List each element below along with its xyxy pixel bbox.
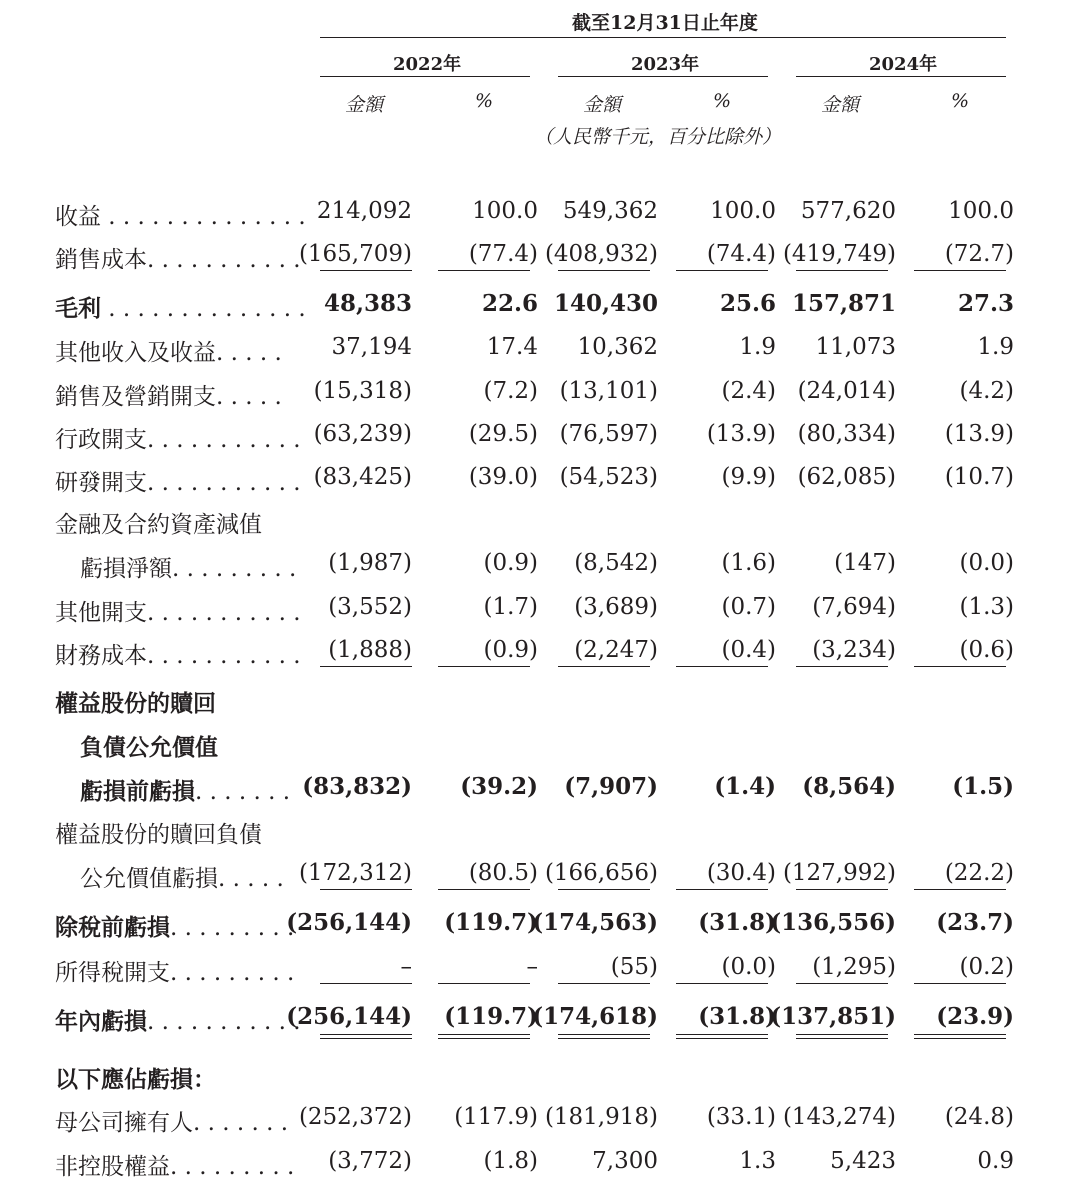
cell-owners-amount-2023: (181,918) bbox=[544, 1104, 658, 1130]
cell-finance-costs-amount-2023: (2,247) bbox=[574, 637, 658, 663]
row-label-text: 收益 bbox=[55, 204, 101, 230]
row-label-admin-expenses bbox=[55, 421, 301, 454]
row-label-text: 金融及合約資產減值 bbox=[55, 512, 262, 538]
row-label-text: 虧損前虧損 bbox=[80, 778, 195, 805]
dot-leader: . . . . . . . bbox=[195, 779, 291, 805]
subtotal-rule bbox=[676, 666, 768, 667]
row-label-text: 年內虧損 bbox=[55, 1008, 147, 1035]
amount-label-2023: 金額 bbox=[583, 94, 622, 116]
cell-nci-amount-2024: 5,423 bbox=[830, 1148, 896, 1174]
year-2023-rule bbox=[558, 76, 768, 77]
row-label-gross-profit bbox=[55, 290, 306, 323]
cell-revenue-percent-2023: 100.0 bbox=[710, 198, 776, 224]
cell-revenue-percent-2024: 100.0 bbox=[948, 198, 1014, 224]
dot-leader: . . . . . bbox=[216, 384, 282, 410]
cell-loss-before-fv-amount-2024: (8,564) bbox=[802, 773, 896, 800]
cell-loss-before-tax-amount-2023: (174,563) bbox=[532, 909, 658, 936]
cell-admin-expenses-percent-2023: (13.9) bbox=[706, 421, 776, 447]
cell-cost-of-sales-amount-2022: (165,709) bbox=[298, 241, 412, 267]
cell-cost-of-sales-percent-2023: (74.4) bbox=[706, 241, 776, 267]
cell-gross-profit-amount-2024: 157,871 bbox=[791, 290, 896, 317]
row-label-finance-costs bbox=[55, 637, 301, 670]
row-label-nci bbox=[55, 1148, 294, 1181]
dot-leader: . . . . . . . . . . . bbox=[147, 247, 301, 273]
cell-income-tax-percent-2024: (0.2) bbox=[959, 954, 1014, 980]
row-label-selling-expenses bbox=[55, 378, 282, 411]
cell-income-tax-amount-2023: (55) bbox=[610, 954, 658, 980]
cell-admin-expenses-percent-2022: (29.5) bbox=[468, 421, 538, 447]
cell-loss-before-fv-percent-2023: (1.4) bbox=[714, 773, 776, 800]
period-heading: 截至12月31日止年度 bbox=[572, 12, 758, 34]
dot-leader: . . . . . bbox=[218, 866, 284, 892]
cell-rd-expenses-percent-2023: (9.9) bbox=[721, 464, 776, 490]
cell-revenue-percent-2022: 100.0 bbox=[472, 198, 538, 224]
cell-other-expenses-amount-2023: (3,689) bbox=[574, 594, 658, 620]
subtotal-rule bbox=[796, 983, 888, 984]
cell-cost-of-sales-amount-2024: (419,749) bbox=[782, 241, 896, 267]
subtotal-rule bbox=[438, 889, 530, 890]
total-double-rule bbox=[558, 1034, 650, 1039]
subtotal-rule bbox=[320, 983, 412, 984]
cell-nci-amount-2022: (3,772) bbox=[328, 1148, 412, 1174]
row-label-text: 研發開支 bbox=[55, 470, 147, 496]
cell-finance-costs-percent-2022: (0.9) bbox=[483, 637, 538, 663]
cell-nci-percent-2023: 1.3 bbox=[739, 1148, 776, 1174]
row-label-fv-loss-line1 bbox=[55, 816, 262, 849]
row-label-text: 權益股份的贖回負債 bbox=[55, 822, 262, 848]
cell-selling-expenses-amount-2024: (24,014) bbox=[797, 378, 896, 404]
row-label-text: 毛利 bbox=[55, 295, 101, 322]
row-label-loss-before-fv bbox=[80, 773, 290, 806]
cell-loss-for-year-percent-2023: (31.8) bbox=[698, 1003, 776, 1030]
total-double-rule bbox=[676, 1034, 768, 1039]
total-double-rule bbox=[914, 1034, 1006, 1039]
row-label-text: 虧損淨額 bbox=[80, 556, 172, 582]
cell-impairment-percent-2024: (0.0) bbox=[959, 550, 1014, 576]
cell-other-income-amount-2024: 11,073 bbox=[815, 334, 896, 360]
year-2024-heading: 2024年 bbox=[869, 54, 938, 75]
subtotal-rule bbox=[438, 270, 530, 271]
subtotal-rule bbox=[558, 889, 650, 890]
total-double-rule bbox=[320, 1034, 412, 1039]
subtotal-rule bbox=[914, 666, 1006, 667]
cell-loss-before-tax-percent-2023: (31.8) bbox=[698, 909, 776, 936]
amount-label-2022: 金額 bbox=[345, 94, 384, 116]
cell-loss-before-fv-percent-2024: (1.5) bbox=[952, 773, 1014, 800]
total-double-rule bbox=[796, 1034, 888, 1039]
cell-loss-for-year-amount-2024: (137,851) bbox=[770, 1003, 896, 1030]
cell-loss-before-tax-amount-2024: (136,556) bbox=[770, 909, 896, 936]
cell-finance-costs-percent-2023: (0.4) bbox=[721, 637, 776, 663]
cell-impairment-percent-2023: (1.6) bbox=[721, 550, 776, 576]
cell-gross-profit-amount-2022: 48,383 bbox=[323, 290, 412, 317]
cell-income-tax-amount-2022: – bbox=[400, 954, 412, 980]
cell-admin-expenses-amount-2022: (63,239) bbox=[313, 421, 412, 447]
cell-loss-for-year-percent-2024: (23.9) bbox=[936, 1003, 1014, 1030]
percent-label-2023: % bbox=[713, 90, 732, 112]
cell-other-income-amount-2022: 37,194 bbox=[331, 334, 412, 360]
row-label-loss-before-tax bbox=[55, 909, 294, 942]
percent-label-2022: % bbox=[475, 90, 494, 112]
cell-gross-profit-percent-2023: 25.6 bbox=[719, 290, 776, 317]
cell-owners-percent-2023: (33.1) bbox=[706, 1104, 776, 1130]
cell-selling-expenses-amount-2022: (15,318) bbox=[313, 378, 412, 404]
cell-other-expenses-percent-2024: (1.3) bbox=[959, 594, 1014, 620]
cell-admin-expenses-percent-2024: (13.9) bbox=[944, 421, 1014, 447]
cell-fv-loss-percent-2022: (80.5) bbox=[468, 860, 538, 886]
cell-impairment-percent-2022: (0.9) bbox=[483, 550, 538, 576]
cell-revenue-amount-2022: 214,092 bbox=[316, 198, 412, 224]
dot-leader: . . . . . . . . . . . bbox=[147, 427, 301, 453]
cell-nci-percent-2022: (1.8) bbox=[483, 1148, 538, 1174]
period-rule bbox=[320, 37, 1006, 38]
row-label-text: 母公司擁有人 bbox=[55, 1110, 193, 1136]
subtotal-rule bbox=[320, 270, 412, 271]
row-label-text: 財務成本 bbox=[55, 643, 147, 669]
row-label-rd-expenses bbox=[55, 464, 301, 497]
cell-income-tax-amount-2024: (1,295) bbox=[812, 954, 896, 980]
row-label-text: 權益股份的贖回 bbox=[55, 690, 216, 717]
cell-fv-loss-amount-2022: (172,312) bbox=[298, 860, 412, 886]
dot-leader: . . . . . . . . . . . bbox=[147, 643, 301, 669]
row-label-cost-of-sales bbox=[55, 241, 301, 274]
row-label-text: 行政開支 bbox=[55, 427, 147, 453]
cell-other-income-percent-2023: 1.9 bbox=[739, 334, 776, 360]
dot-leader: . . . . . . . . . bbox=[170, 960, 295, 986]
cell-admin-expenses-amount-2024: (80,334) bbox=[797, 421, 896, 447]
cell-other-income-percent-2024: 1.9 bbox=[977, 334, 1014, 360]
subtotal-rule bbox=[558, 983, 650, 984]
cell-impairment-amount-2022: (1,987) bbox=[328, 550, 412, 576]
cell-gross-profit-percent-2024: 27.3 bbox=[957, 290, 1014, 317]
cell-other-income-amount-2023: 10,362 bbox=[577, 334, 658, 360]
cell-selling-expenses-percent-2022: (7.2) bbox=[483, 378, 538, 404]
cell-loss-before-fv-percent-2022: (39.2) bbox=[460, 773, 538, 800]
cell-loss-before-tax-amount-2022: (256,144) bbox=[286, 909, 412, 936]
dot-leader: . . . . . . . bbox=[193, 1110, 289, 1136]
cell-fv-loss-percent-2024: (22.2) bbox=[944, 860, 1014, 886]
subtotal-rule bbox=[796, 666, 888, 667]
row-label-text: 非控股權益 bbox=[55, 1154, 170, 1180]
cell-owners-amount-2024: (143,274) bbox=[782, 1104, 896, 1130]
cell-finance-costs-amount-2022: (1,888) bbox=[328, 637, 412, 663]
cell-owners-percent-2024: (24.8) bbox=[944, 1104, 1014, 1130]
row-label-text: 除稅前虧損 bbox=[55, 914, 170, 941]
cell-loss-before-tax-percent-2024: (23.7) bbox=[936, 909, 1014, 936]
row-label-attributable-heading bbox=[55, 1061, 216, 1094]
cell-rd-expenses-percent-2022: (39.0) bbox=[468, 464, 538, 490]
row-label-loss-for-year bbox=[55, 1003, 301, 1036]
row-label-text: 公允價值虧損 bbox=[80, 866, 218, 892]
dot-leader: . . . . . bbox=[216, 340, 282, 366]
cell-loss-for-year-amount-2023: (174,618) bbox=[532, 1003, 658, 1030]
unit-note: （人民幣千元，百分比除外） bbox=[534, 126, 782, 148]
cell-nci-amount-2023: 7,300 bbox=[592, 1148, 658, 1174]
cell-impairment-amount-2023: (8,542) bbox=[574, 550, 658, 576]
subtotal-rule bbox=[676, 270, 768, 271]
cell-gross-profit-amount-2023: 140,430 bbox=[553, 290, 658, 317]
subtotal-rule bbox=[558, 666, 650, 667]
cell-cost-of-sales-percent-2024: (72.7) bbox=[944, 241, 1014, 267]
subtotal-rule bbox=[320, 889, 412, 890]
subtotal-rule bbox=[438, 666, 530, 667]
cell-rd-expenses-amount-2023: (54,523) bbox=[559, 464, 658, 490]
row-label-text: 其他開支 bbox=[55, 600, 147, 626]
row-label-income-tax bbox=[55, 954, 294, 987]
subtotal-rule bbox=[438, 983, 530, 984]
cell-admin-expenses-amount-2023: (76,597) bbox=[559, 421, 658, 447]
cell-loss-before-tax-percent-2022: (119.7) bbox=[444, 909, 538, 936]
dot-leader: . . . . . . . . . bbox=[172, 556, 297, 582]
dot-leader: . . . . . . . . . bbox=[170, 915, 295, 941]
total-double-rule bbox=[438, 1034, 530, 1039]
cell-rd-expenses-amount-2024: (62,085) bbox=[797, 464, 896, 490]
cell-cost-of-sales-percent-2022: (77.4) bbox=[468, 241, 538, 267]
year-2023-heading: 2023年 bbox=[631, 54, 700, 75]
subtotal-rule bbox=[914, 983, 1006, 984]
row-label-owners bbox=[55, 1104, 288, 1137]
cell-other-expenses-amount-2024: (7,694) bbox=[812, 594, 896, 620]
dot-leader: . . . . . . . . . . . . . . bbox=[101, 204, 306, 230]
cell-rd-expenses-amount-2022: (83,425) bbox=[313, 464, 412, 490]
year-2022-heading: 2022年 bbox=[393, 54, 462, 75]
cell-fv-loss-amount-2024: (127,992) bbox=[782, 860, 896, 886]
dot-leader: . . . . . . . . . . . . . . bbox=[101, 296, 306, 322]
row-label-loss-before-fv-line2 bbox=[80, 729, 218, 762]
cell-finance-costs-percent-2024: (0.6) bbox=[959, 637, 1014, 663]
subtotal-rule bbox=[796, 889, 888, 890]
subtotal-rule bbox=[676, 983, 768, 984]
row-label-loss-before-fv-line1 bbox=[55, 685, 216, 718]
dot-leader: . . . . . . . . . . . bbox=[147, 1009, 301, 1035]
cell-revenue-amount-2024: 577,620 bbox=[800, 198, 896, 224]
amount-label-2024: 金額 bbox=[821, 94, 860, 116]
cell-loss-for-year-percent-2022: (119.7) bbox=[444, 1003, 538, 1030]
cell-selling-expenses-amount-2023: (13,101) bbox=[559, 378, 658, 404]
row-label-other-expenses bbox=[55, 594, 301, 627]
row-label-text: 其他收入及收益 bbox=[55, 340, 216, 366]
cell-loss-before-fv-amount-2023: (7,907) bbox=[564, 773, 658, 800]
subtotal-rule bbox=[914, 270, 1006, 271]
cell-revenue-amount-2023: 549,362 bbox=[562, 198, 658, 224]
cell-loss-for-year-amount-2022: (256,144) bbox=[286, 1003, 412, 1030]
cell-other-expenses-amount-2022: (3,552) bbox=[328, 594, 412, 620]
row-label-text: 所得稅開支 bbox=[55, 960, 170, 986]
dot-leader: . . . . . . . . . . . bbox=[147, 470, 301, 496]
row-label-impairment bbox=[80, 550, 296, 583]
dot-leader: . . . . . . . . . bbox=[170, 1154, 295, 1180]
cell-rd-expenses-percent-2024: (10.7) bbox=[944, 464, 1014, 490]
cell-other-expenses-percent-2022: (1.7) bbox=[483, 594, 538, 620]
percent-label-2024: % bbox=[951, 90, 970, 112]
cell-nci-percent-2024: 0.9 bbox=[977, 1148, 1014, 1174]
row-label-text: 負債公允價值 bbox=[80, 734, 218, 761]
cell-cost-of-sales-amount-2023: (408,932) bbox=[544, 241, 658, 267]
subtotal-rule bbox=[676, 889, 768, 890]
cell-owners-amount-2022: (252,372) bbox=[298, 1104, 412, 1130]
cell-gross-profit-percent-2022: 22.6 bbox=[481, 290, 538, 317]
cell-income-tax-percent-2022: – bbox=[526, 954, 538, 980]
cell-fv-loss-amount-2023: (166,656) bbox=[544, 860, 658, 886]
cell-owners-percent-2022: (117.9) bbox=[454, 1104, 538, 1130]
dot-leader: . . . . . . . . . . . bbox=[147, 600, 301, 626]
cell-other-income-percent-2022: 17.4 bbox=[486, 334, 538, 360]
subtotal-rule bbox=[796, 270, 888, 271]
row-label-text: 銷售及營銷開支 bbox=[55, 384, 216, 410]
year-2024-rule bbox=[796, 76, 1006, 77]
subtotal-rule bbox=[320, 666, 412, 667]
cell-other-expenses-percent-2023: (0.7) bbox=[721, 594, 776, 620]
row-label-revenue bbox=[55, 198, 306, 231]
subtotal-rule bbox=[558, 270, 650, 271]
row-label-fv-loss bbox=[80, 860, 284, 893]
row-label-impairment-line1 bbox=[55, 506, 262, 539]
cell-loss-before-fv-amount-2022: (83,832) bbox=[302, 773, 412, 800]
cell-finance-costs-amount-2024: (3,234) bbox=[812, 637, 896, 663]
cell-selling-expenses-percent-2023: (2.4) bbox=[721, 378, 776, 404]
row-label-text: 以下應佔虧損： bbox=[55, 1066, 216, 1093]
row-label-text: 銷售成本 bbox=[55, 247, 147, 273]
row-label-other-income bbox=[55, 334, 282, 367]
cell-selling-expenses-percent-2024: (4.2) bbox=[959, 378, 1014, 404]
cell-income-tax-percent-2023: (0.0) bbox=[721, 954, 776, 980]
cell-impairment-amount-2024: (147) bbox=[834, 550, 896, 576]
subtotal-rule bbox=[914, 889, 1006, 890]
year-2022-rule bbox=[320, 76, 530, 77]
cell-fv-loss-percent-2023: (30.4) bbox=[706, 860, 776, 886]
